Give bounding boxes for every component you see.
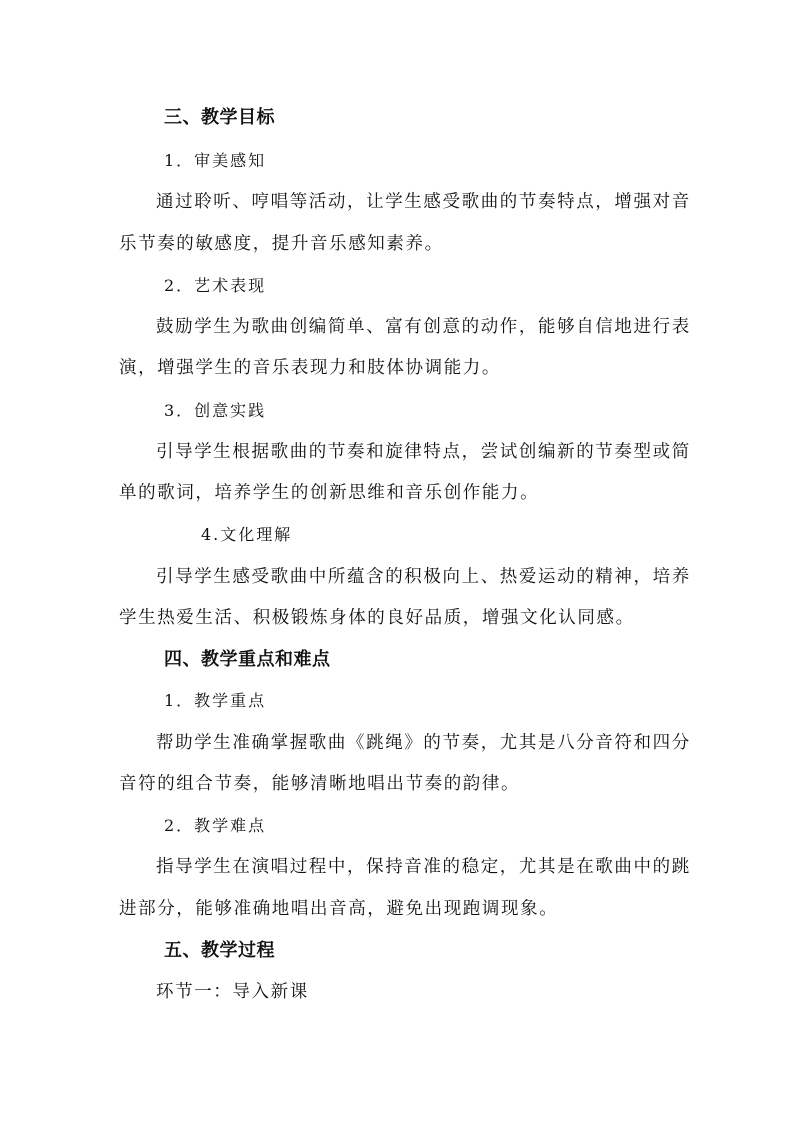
paragraph-line: 乐节奏的敏感度，提升音乐感知素养。 (119, 234, 444, 254)
item-label-aesthetic: 1．审美感知 (164, 151, 267, 170)
paragraph-line: 进部分，能够准确地唱出音高，避免出现跑调现象。 (119, 899, 559, 919)
paragraph-line: 引导学生根据歌曲的节奏和旋律特点，尝试创编新的节奏型或简 (156, 442, 691, 462)
paragraph-line: 演，增强学生的音乐表现力和肢体协调能力。 (119, 358, 501, 378)
paragraph-line: 音符的组合节奏，能够清晰地唱出节奏的韵律。 (119, 774, 521, 794)
paragraph-line: 单的歌词，培养学生的创新思维和音乐创作能力。 (119, 483, 540, 503)
paragraph-line: 指导学生在演唱过程中，保持音准的稳定，尤其是在歌曲中的跳 (156, 857, 691, 877)
item-label-cultural-understanding: 4.文化理解 (201, 525, 293, 544)
paragraph-line: 学生热爱生活、积极锻炼身体的良好品质，增强文化认同感。 (119, 608, 635, 628)
paragraph-line: 引导学生感受歌曲中所蕴含的积极向上、热爱运动的精神，培养 (156, 567, 691, 587)
section-heading-key-points: 四、教学重点和难点 (164, 649, 331, 670)
section-heading-process: 五、教学过程 (164, 940, 275, 961)
item-label-difficulty: 2．教学难点 (164, 816, 267, 835)
item-label-art-expression: 2．艺术表现 (164, 276, 267, 295)
paragraph-line: 鼓励学生为歌曲创编简单、富有创意的动作，能够自信地进行表 (156, 317, 691, 337)
item-label-step-one: 环节一：导入新课 (156, 982, 309, 1002)
item-label-key-point: 1．教学重点 (164, 691, 267, 710)
paragraph-line: 帮助学生准确掌握歌曲《跳绳》的节奏，尤其是八分音符和四分 (156, 733, 691, 753)
section-heading-objectives: 三、教学目标 (164, 107, 275, 128)
item-label-creative-practice: 3．创意实践 (164, 401, 267, 420)
paragraph-line: 通过聆听、哼唱等活动，让学生感受歌曲的节奏特点，增强对音 (156, 192, 691, 212)
